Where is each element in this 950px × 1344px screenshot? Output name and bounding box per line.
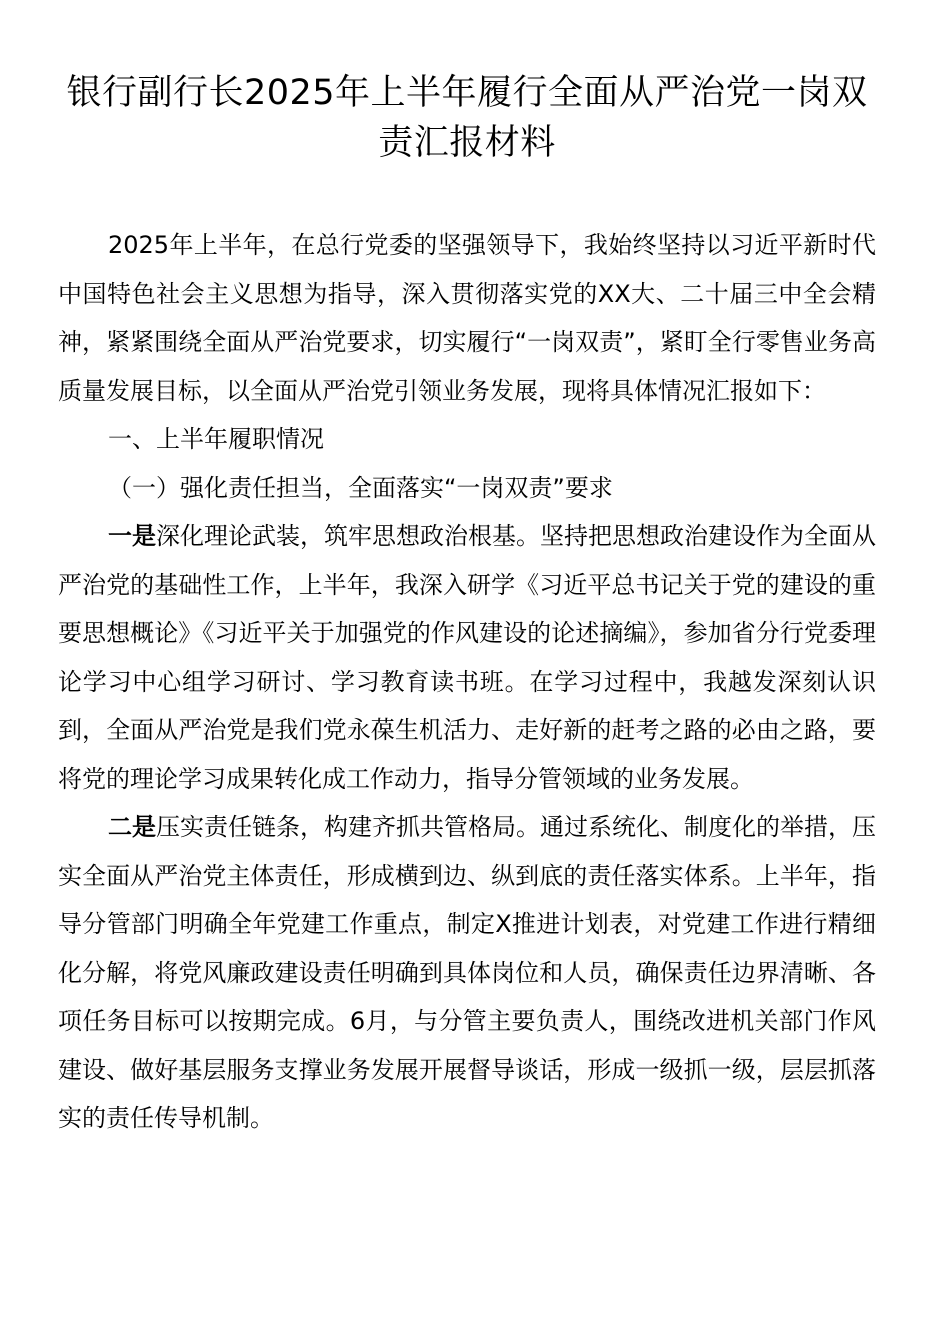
document-body <box>58 221 876 1143</box>
paragraph-text: 一、上半年履职情况 <box>108 425 324 453</box>
subsection-heading <box>58 464 876 513</box>
point-one-paragraph <box>58 512 876 803</box>
paragraph-text: （一）强化责任担当，全面落实“一岗双责”要求 <box>108 473 613 502</box>
section-heading <box>58 415 876 464</box>
point-lead: 二是 <box>108 813 156 841</box>
point-lead: 一是 <box>108 522 156 550</box>
paragraph-text: 2025年上半年，在总行党委的坚强领导下，我始终坚持以习近平新时代中国特色社会主义思想为指导，深入贯彻落实党的XX大、二十届三中全会精神，紧紧围绕全面从严治党要求，切实履行“一岗双责”，紧盯全行零售业务高质量发展目标，以全面从严治党引领业务发展，现将具体情况汇报如下： <box>58 231 876 405</box>
point-two-paragraph <box>58 803 876 1143</box>
document-title: 银行副行长2025年上半年履行全面从严治党一岗双责汇报材料 <box>66 73 868 163</box>
paragraph-text: 深化理论武装，筑牢思想政治根基。坚持把思想政治建设作为全面从严治党的基础性工作，上半年，我深入研学《习近平总书记关于党的建设的重要思想概论》《习近平关于加强党的作风建设的论述摘编》，参加省分行党委理论学习中心组学习研讨、学习教育读书班。在学习过程中，我越发深刻认识到，全面从严治党是我们党永葆生机活力、走好新的赶考之路的必由之路，要将党的理论学习成果转化成工作动力，指导分管领域的业务发展。 <box>58 522 876 793</box>
paragraph-text: 压实责任链条，构建齐抓共管格局。通过系统化、制度化的举措，压实全面从严治党主体责任，形成横到边、纵到底的责任落实体系。上半年，指导分管部门明确全年党建工作重点，制定X推进计划表，对党建工作进行精细化分解，将党风廉政建设责任明确到具体岗位和人员，确保责任边界清晰、各项任务目标可以按期完成。6月，与分管主要负责人，围绕改进机关部门作风建设、做好基层服务支撑业务发展开展督导谈话，形成一级抓一级，层层抓落实的责任传导机制。 <box>58 813 876 1132</box>
document-page <box>58 68 876 1143</box>
intro-paragraph <box>58 221 876 415</box>
